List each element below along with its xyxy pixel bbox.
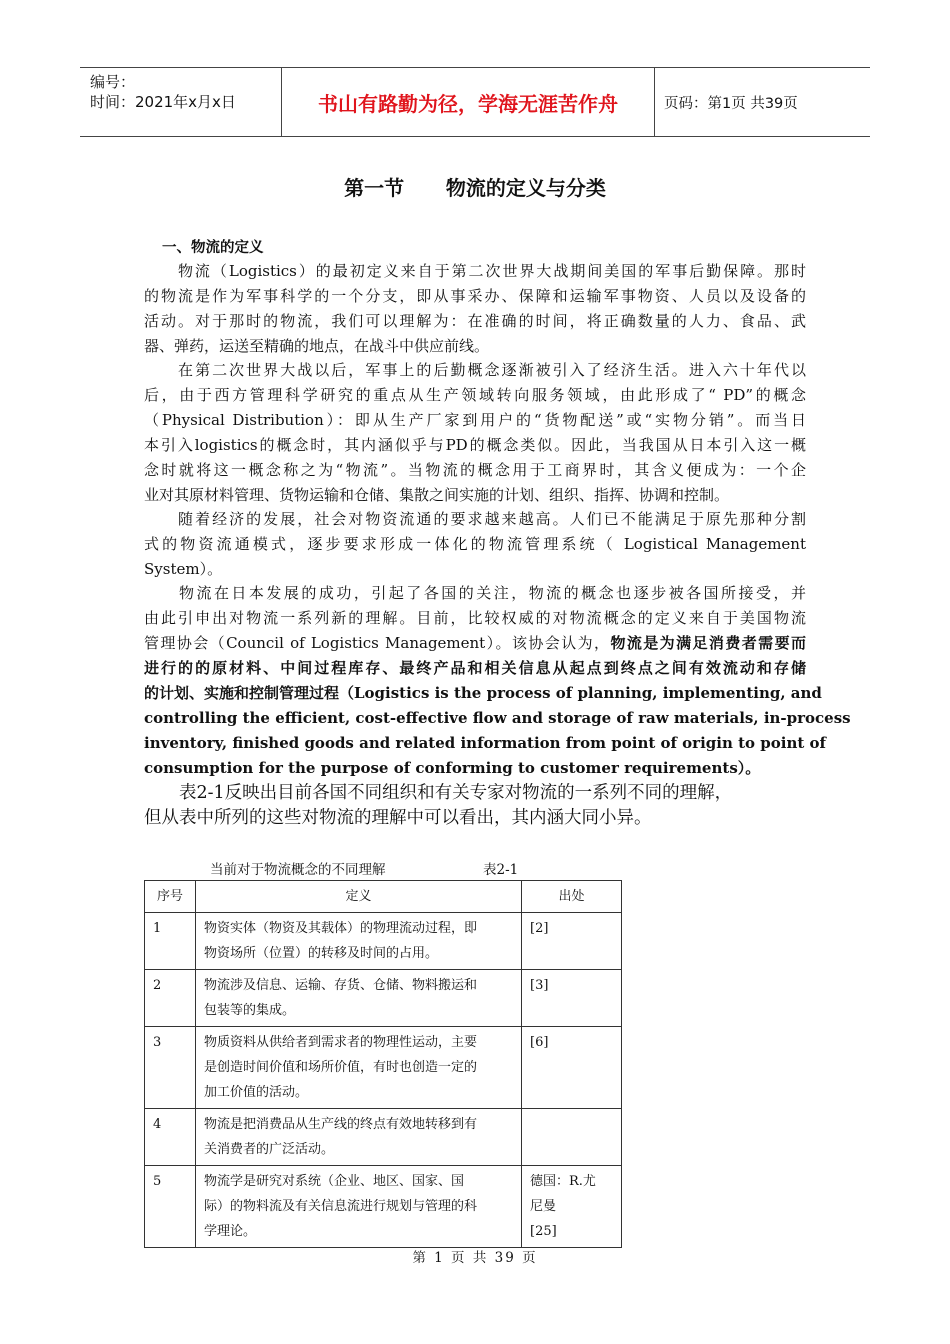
paragraph-5 <box>144 781 806 831</box>
cell-line: 际）的物料流及有关信息流进行规划与管理的科 <box>204 1199 478 1214</box>
cell-line: 物流学是研究对系统（企业、地区、国家、国 <box>204 1174 465 1189</box>
cell-definition <box>196 1166 522 1248</box>
header-meta <box>90 72 236 112</box>
text-line: 由此引申出对物流一系列新的理解。目前，比较权威的对物流概念的定义来自于美国物流 <box>144 609 806 627</box>
cell-line: [2] <box>530 921 549 936</box>
text-line: 的物流是作为军事科学的一个分支，即从事采办、保障和运输军事物资、人员以及设备的 <box>144 287 806 305</box>
cell-source <box>522 1109 622 1166</box>
paragraph-3 <box>144 507 806 582</box>
table-header-row <box>145 881 622 913</box>
text-line: 在第二次世界大战以后，军事上的后勤概念逐渐被引入了经济生活。进入六十年代以 <box>144 361 806 379</box>
number-label: 编号： <box>90 73 136 91</box>
table-row <box>145 970 622 1027</box>
text-line: 物流在日本发展的成功，引起了各国的关注，物流的概念也逐步被各国所接受，并 <box>144 584 806 602</box>
cell-no: 4 <box>145 1109 196 1166</box>
time-label: 时间：2021年x月x日 <box>90 93 236 111</box>
cell-no: 1 <box>145 913 196 970</box>
cell-line: 德国：R.尤 <box>530 1174 596 1189</box>
cell-no: 2 <box>145 970 196 1027</box>
cell-line: 关消费者的广泛活动。 <box>204 1142 335 1157</box>
text-line: 念时就将这一概念称之为“物流”。当物流的概念用于工商界时，其含义便成为：一个企 <box>144 461 806 479</box>
cell-line: [3] <box>530 978 549 993</box>
definition-emphasis: 物流是为满足消费者需要而 <box>610 634 806 652</box>
cell-source <box>522 970 622 1027</box>
text-line: 随着经济的发展，社会对物资流通的要求越来越高。人们已不能满足于原先那种分割 <box>144 510 806 528</box>
cell-no: 3 <box>145 1027 196 1109</box>
cell-line: 物资场所（位置）的转移及时间的占用。 <box>204 946 439 961</box>
paragraph-1 <box>144 259 806 359</box>
text-line: System）。 <box>144 560 223 578</box>
definition-line: consumption for the purpose of conforming to customer requirements）。 <box>144 759 761 777</box>
table-number: 表2-1 <box>483 862 519 878</box>
text-line: 后，由于西方管理科学研究的重点从生产领域转向服务领域，由此形成了“ PD”的概念 <box>144 386 806 404</box>
cell-line: [6] <box>530 1035 549 1050</box>
column-header: 定义 <box>196 881 522 913</box>
definition-line: controlling the efficient, cost-effective flow and storage of raw materials, in-process <box>144 709 851 727</box>
text-line: （Physical Distribution）：即从生产厂家到用户的“货物配送”或“实物分销”。而当日 <box>144 411 806 429</box>
cell-line: 物质资料从供给者到需求者的物理性运动，主要 <box>204 1035 478 1050</box>
cell-definition <box>196 970 522 1027</box>
header-page-info: 页码：第1页 共39页 <box>664 95 798 112</box>
table-row <box>145 1166 622 1248</box>
text-line: 式的物资流通模式，逐步要求形成一体化的物流管理系统（ Logistical Management <box>144 535 806 553</box>
cell-line: 物资实体（物资及其载体）的物理流动过程，即 <box>204 921 478 936</box>
cell-definition <box>196 1109 522 1166</box>
page-header <box>80 67 870 137</box>
definitions-table <box>144 880 622 1248</box>
cell-line: 物流涉及信息、运输、存货、仓储、物料搬运和 <box>204 978 478 993</box>
text-line: 表2-1反映出目前各国不同组织和有关专家对物流的一系列不同的理解， <box>144 783 733 803</box>
cell-source <box>522 913 622 970</box>
table-row <box>145 1027 622 1109</box>
column-header: 序号 <box>145 881 196 913</box>
cell-source <box>522 1166 622 1248</box>
cell-line: 包装等的集成。 <box>204 1003 296 1018</box>
text-normal: 管理协会（Council of Logistics Management）。该协会认为， <box>144 634 611 652</box>
text-line: 物流（Logistics）的最初定义来自于第二次世界大战期间美国的军事后勤保障。那时 <box>144 262 806 280</box>
definition-line: inventory, finished goods and related information from point of origin to point of <box>144 734 826 752</box>
table-row <box>145 913 622 970</box>
cell-source <box>522 1027 622 1109</box>
text-line: 业对其原材料管理、货物运输和仓储、集散之间实施的计划、组织、指挥、协调和控制。 <box>144 486 730 504</box>
cell-definition <box>196 1027 522 1109</box>
cell-line: 物流是把消费品从生产线的终点有效地转移到有 <box>204 1117 478 1132</box>
cell-line: 是创造时间价值和场所价值，有时也创造一定的 <box>204 1060 478 1075</box>
cell-line: 加工价值的活动。 <box>204 1085 309 1100</box>
definition-line: 的计划、实施和控制管理过程（Logistics is the process of planning, implementing, and <box>144 684 822 702</box>
table-row <box>145 1109 622 1166</box>
cell-definition <box>196 913 522 970</box>
column-header: 出处 <box>522 881 622 913</box>
page-footer: 第 1 页 共 39 页 <box>412 1250 538 1266</box>
text-line: 本引入logistics的概念时，其内涵似乎与PD的概念类似。因此，当我国从日本引入这一概 <box>144 436 806 454</box>
cell-line: [25] <box>530 1224 557 1239</box>
paragraph-2 <box>144 358 806 508</box>
text-line: 活动。对于那时的物流，我们可以理解为：在准确的时间，将正确数量的人力、食品、武 <box>144 312 806 330</box>
cell-no: 5 <box>145 1166 196 1248</box>
section-heading: 一、物流的定义 <box>162 240 264 256</box>
paragraph-4 <box>144 581 851 781</box>
text-line: 器、弹药，运送至精确的地点，在战斗中供应前线。 <box>144 337 490 355</box>
page-title: 第一节 物流的定义与分类 <box>344 176 606 200</box>
header-motto: 书山有路勤为径，学海无涯苦作舟 <box>318 91 618 116</box>
definition-line: 进行的的原材料、中间过程库存、最终产品和相关信息从起点到终点之间有效流动和存储 <box>144 659 806 677</box>
header-divider <box>654 68 655 136</box>
cell-line: 学理论。 <box>204 1224 257 1239</box>
text-line <box>144 631 806 656</box>
text-line: 但从表中所列的这些对物流的理解中可以看出，其内涵大同小异。 <box>144 808 652 828</box>
table-caption: 当前对于物流概念的不同理解 <box>210 862 386 878</box>
cell-line: 尼曼 <box>530 1199 557 1214</box>
